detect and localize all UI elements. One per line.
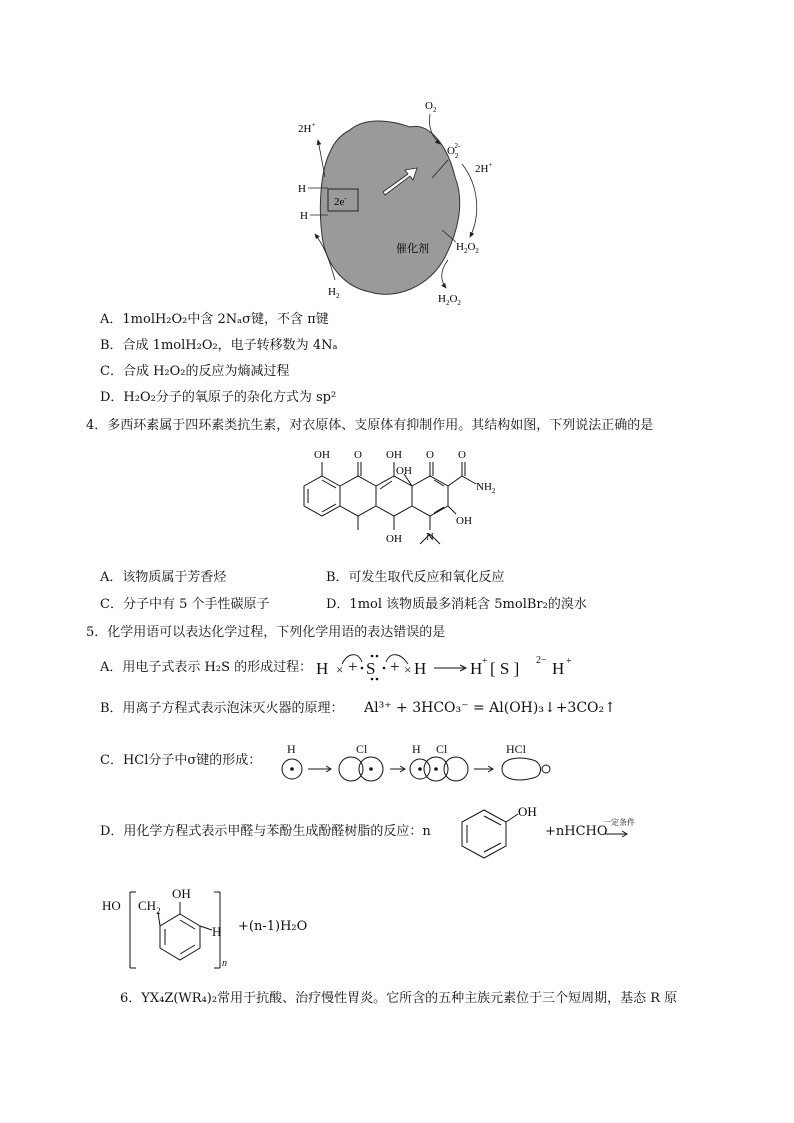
struct-oh-5: OH bbox=[386, 533, 402, 545]
svg-text:H: H bbox=[316, 659, 329, 678]
svg-text:+: + bbox=[348, 657, 358, 676]
catalyst-diagram bbox=[290, 92, 510, 307]
svg-text:HCl: HCl bbox=[506, 742, 527, 756]
svg-text:+: + bbox=[566, 656, 572, 667]
svg-text:H: H bbox=[470, 659, 483, 678]
svg-text:+: + bbox=[482, 656, 488, 667]
phenol-structure bbox=[452, 800, 552, 864]
q5-option-c-label: C．HCl分子中σ键的形成： bbox=[100, 753, 262, 768]
arrow-h2o2-release bbox=[442, 260, 448, 288]
q5-stem: 5．化学用语可以表达化学过程，下列化学用语的表达错误的是 bbox=[86, 625, 446, 640]
svg-text:H: H bbox=[287, 742, 296, 756]
svg-text:Cl: Cl bbox=[436, 742, 448, 756]
struct-nh2: $NH_2$ bbox=[476, 481, 496, 495]
q4-option-c: C．分子中有 5 个手性碳原子 bbox=[100, 597, 270, 612]
svg-text:H: H bbox=[412, 742, 421, 756]
h2-label: $H_2$ bbox=[328, 286, 340, 300]
q3-option-b: B．合成 1molH₂O₂，电子转移数为 4Nₐ bbox=[100, 338, 338, 353]
svg-text:H: H bbox=[414, 659, 427, 678]
q4-stem: 4．多西环素属于四环素类抗生素，对衣原体、支原体有抑制作用。其结构如图，下列说法正确的是 bbox=[86, 418, 654, 433]
q6-stem: 6．YX₄Z(WR₄)₂常用于抗酸、治疗慢性胃炎。它所含的五种主族元素位于三个短周期，基态 R 原 bbox=[120, 991, 678, 1006]
h2o2-surface-label: $H_2^O_2$ bbox=[456, 241, 479, 255]
reaction-arrow bbox=[604, 829, 630, 839]
superoxide-label: $O_22-$ bbox=[447, 142, 461, 160]
struct-o-1: O bbox=[354, 449, 362, 461]
proton-right-label: 2H+ bbox=[475, 161, 493, 175]
svg-text:H: H bbox=[552, 659, 565, 678]
svg-text:[ S ]: [ S ] bbox=[490, 659, 520, 678]
catalyst-label: 催化剂 bbox=[396, 243, 429, 255]
q4-option-d: D．1mol 该物质最多消耗含 5molBr₂的溴水 bbox=[326, 597, 587, 612]
hcl-sigma-bond-diagram bbox=[278, 738, 558, 786]
h2o2-released-label: $H_2^O_2$ bbox=[438, 293, 461, 307]
struct-oh-1: OH bbox=[314, 449, 330, 461]
svg-text:+: + bbox=[390, 657, 400, 676]
resin-n: n bbox=[222, 958, 227, 969]
h2s-electron-formula bbox=[314, 650, 584, 684]
proton-left-label: 2H+ bbox=[298, 121, 316, 135]
resin-ch2: $CH_2$ bbox=[138, 898, 161, 916]
phenol-oh: OH bbox=[518, 804, 537, 819]
struct-oh-3: OH bbox=[396, 465, 412, 477]
q3-option-c: C．合成 H₂O₂的反应为熵减过程 bbox=[100, 364, 290, 379]
svg-text:Cl: Cl bbox=[356, 742, 368, 756]
svg-text:×: × bbox=[404, 662, 412, 677]
h-bottom-label: H bbox=[300, 210, 308, 222]
resin-h: H bbox=[212, 924, 222, 939]
o2-label: $O_2$ bbox=[425, 100, 437, 114]
struct-oh-2: OH bbox=[386, 449, 402, 461]
q3-option-a: A．1molH₂O₂中含 2Nₐσ键，不含 π键 bbox=[100, 312, 329, 327]
q5-option-d-label: D．用化学方程式表示甲醛与苯酚生成酚醛树脂的反应：n bbox=[100, 824, 431, 839]
q5-option-a-label: A．用电子式表示 H₂S 的形成过程： bbox=[100, 660, 313, 675]
q3-option-d: D．H₂O₂分子的氧原子的杂化方式为 sp² bbox=[100, 390, 337, 405]
resin-oh: OH bbox=[172, 886, 191, 901]
struct-o-2: O bbox=[426, 449, 434, 461]
resin-ho: HO bbox=[102, 898, 121, 913]
electron-label: 2e- bbox=[334, 194, 347, 208]
h-top-label: H bbox=[298, 183, 306, 195]
svg-text:S: S bbox=[366, 659, 376, 678]
q4-option-a: A．该物质属于芳香烃 bbox=[100, 570, 227, 585]
struct-n: N bbox=[426, 531, 434, 543]
q5-option-d-reagent: +nHCHO bbox=[545, 824, 608, 839]
reaction-condition: 一定条件 bbox=[603, 818, 635, 827]
arrow-proton-left bbox=[318, 140, 325, 177]
q5-option-b-formula: Al³⁺ + 3HCO₃⁻ = Al(OH)₃↓+3CO₂↑ bbox=[364, 700, 616, 716]
q4-option-b: B．可发生取代反应和氧化反应 bbox=[326, 570, 505, 585]
q5-option-b-label: B．用离子方程式表示泡沫灭火器的原理： bbox=[100, 701, 344, 716]
q5-option-d-water: +(n-1)H₂O bbox=[238, 919, 308, 934]
svg-text:×: × bbox=[336, 662, 344, 677]
struct-o-3: O bbox=[458, 449, 466, 461]
struct-oh-4: OH bbox=[456, 515, 472, 527]
doxycycline-structure bbox=[292, 444, 502, 556]
svg-text:2−: 2− bbox=[536, 655, 547, 666]
